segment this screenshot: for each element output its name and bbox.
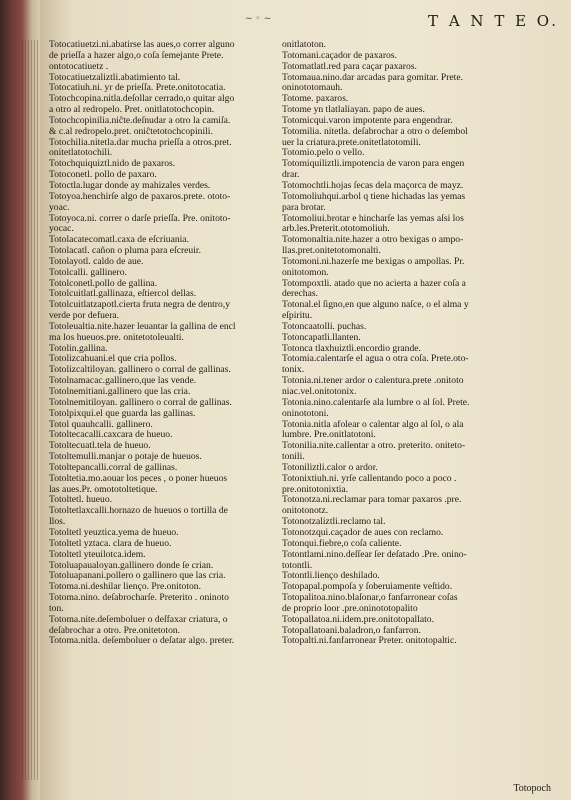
entry-line: Totochcopina.nitla.deſollar cerrado,o quitar algo — [49, 94, 235, 105]
running-header: T A N T E O. — [428, 12, 559, 30]
entry-line: Totoma.nitla. deſemboluer o deſatar algo. preter. — [49, 636, 235, 647]
entry-line: Totoluapanani.pollero o gallinero que las cria. — [49, 571, 226, 582]
entry-line: Totoltetia.mo.aouar los peces , o poner hueuos — [49, 473, 228, 484]
entry-line: deſabrochar a otro. Pre.onitetoton. — [49, 625, 181, 636]
entry-line: Totompoxtli. atado que no acierta a hazer coſa a — [282, 278, 466, 289]
entry-line: Totonia.nitla afolear o calentar algo al ſol, o ala — [282, 419, 464, 430]
entry-line: Totomoni.ni.hazerſe me bexigas o ampollas. Pr. — [282, 256, 465, 267]
entry-line: eſpiritu. — [282, 311, 313, 322]
entry-line: llas.pret.onitetotomonalti. — [282, 246, 381, 257]
entry-line: Totonqui.fiebre,o coſa caliente. — [282, 538, 402, 549]
entry-line: Totopalti.ni.fanfarronear Preter. onitotopaltic. — [282, 636, 457, 647]
entry-line: onitetlatotochili. — [49, 148, 113, 159]
entry-line: Totolizcaltiloyan. gallinero o corral de gallinas. — [49, 365, 231, 376]
entry-line: Totoma.ni.deshilar lienço. Pre.onitoton. — [49, 582, 202, 593]
entry-line: Totomaua.nino.dar arcadas para gomitar. Prete. — [282, 72, 464, 83]
entry-line: yoac. — [49, 202, 70, 213]
entry-line: onitlatoton. — [282, 40, 326, 50]
entry-line: uer la criatura.prete.onitetlatotomili. — [282, 137, 421, 148]
entry-line: Totolcuitlatzapotl.cierta fruta negra de dentro,y — [49, 300, 230, 311]
entry-line: Totonotza.ni.reclamar para tomar paxaros .pre. — [282, 495, 462, 506]
entry-line: Totome yn tlatlaliayan. papo de aues. — [282, 105, 425, 116]
entry-line: Totopalitoa.nino.blaſonar,o fanfarronear coſas — [282, 593, 458, 604]
entry-line: Totopallatoani.baladron,o fanfarron. — [282, 625, 421, 636]
ornament-mark: ~ ◦ ~ — [245, 14, 272, 24]
entry-line: onitotomon. — [282, 267, 329, 278]
entry-line: Totolizcahuani.el que cria pollos. — [49, 354, 177, 365]
entry-line: Totoncaatolli. puchas. — [282, 321, 367, 332]
entry-line: Totoltepancalli.corral de gallinas. — [49, 462, 178, 473]
entry-line: oninototomauh. — [282, 83, 343, 94]
entry-line: ma los hueuos.pre. onitetotoleualti. — [49, 332, 184, 343]
entry-line: ontotocatiuetz . — [49, 61, 109, 72]
entry-line: Totomoliuhqui.arbol q tiene hichadas las yemas — [282, 191, 466, 202]
entry-line: Totoncapatli.llanten. — [282, 332, 361, 343]
entry-line: Totoltetlaxcalli.hornazo de hueuos o tortilla de — [49, 506, 228, 517]
entry-line: Totoluapaualoyan.gallinero donde ſe crian. — [49, 560, 214, 571]
entry-line: de proprio loor .pre.oninototopalito — [282, 603, 418, 614]
entry-line: Totoltemulli.manjar o potaje de hueuos. — [49, 452, 202, 463]
entry-line: Totoltetl yztaca. clara de hueuo. — [49, 538, 172, 549]
entry-line: Totomicqui.varon impotente para engendrar. — [282, 115, 453, 126]
left-column — [49, 40, 271, 647]
entry-line: yocac. — [49, 224, 74, 235]
entry-line: Totochilia.nitetla.dar mucha prieſſa a otros.pret. — [49, 137, 232, 148]
entry-line: & c.al redropelo.pret. oniĉtetotochcopinili. — [49, 126, 213, 137]
entry-line: Totol quauhcalli. gallinero. — [49, 419, 153, 430]
entry-line: Totoltecuatl.tela de hueuo. — [49, 441, 151, 452]
entry-line: las aues.Pr. omototoltetique. — [49, 484, 158, 495]
entry-line: Totoyoa.henchirſe algo de paxaros.prete. ototo- — [49, 191, 231, 202]
entry-line: Totolayotl. caldo de aue. — [49, 256, 144, 267]
right-column — [282, 40, 520, 647]
entry-line: Totonia.ni.tener ardor o calentura.prete .onitoto — [282, 376, 464, 387]
entry-line: Totolnamacac.gallinero,que las vende. — [49, 376, 197, 387]
entry-line: Totontli.lienço deshilado. — [282, 571, 380, 582]
entry-line: verde por defuera. — [49, 311, 120, 322]
entry-line: Totomilia. nitetla. deſabrochar a otro o deſembol — [282, 126, 468, 137]
entry-line: Totochcopinilia.niĉte.deſnudar a otro la camiſa. — [49, 115, 231, 126]
entry-line: arb.les.Preterit.ototomoliuh. — [282, 224, 390, 235]
entry-line: Totolacatl. cañon o pluma para eſcreuir. — [49, 246, 201, 257]
entry-line: ton. — [49, 603, 64, 614]
entry-line: Totomonaltia.nite.hazer a otro bexigas o ampo- — [282, 235, 464, 246]
book-edge — [0, 0, 40, 800]
entry-line: Totochquiquiztl.nido de paxaros. — [49, 159, 176, 170]
entry-line: Totonixtiuh.ni. yrſe callentando poco a poco . — [282, 473, 457, 484]
entry-line: onitotonotz. — [282, 506, 329, 517]
entry-line: Totomoliui.brotar e hincharſe las yemas aſsi los — [282, 213, 464, 224]
entry-line: llos. — [49, 517, 66, 528]
entry-line: Totoctla.lugar donde ay mahizales verdes. — [49, 180, 211, 191]
entry-line: Totonotzqui.caçador de aues con reclamo. — [282, 527, 444, 538]
entry-line: Totonca tlaxhuiztli.encordio grande. — [282, 343, 421, 354]
entry-line: tonili. — [282, 452, 305, 463]
entry-line: pre.onitotonixtia. — [282, 484, 349, 495]
entry-line: Totoltetl yeuztica.yema de hueuo. — [49, 527, 179, 538]
entry-line: Totolcuitlatl.gallinaza, eſtiercol dellas. — [49, 289, 197, 300]
entry-line: Totomia.calentarſe el agua o otra coſa. Prete.oto- — [282, 354, 469, 365]
entry-line: Totopallatoa.ni.idem.pre.onitotopallato. — [282, 614, 434, 625]
entry-line: Totonotzaliztli.reclamo tal. — [282, 517, 386, 528]
entry-line: Totocatiuetzi.ni.abatirse las aues,o correr alguno — [49, 40, 235, 50]
entry-line: totontli. — [282, 560, 313, 571]
entry-line: Totomochtli.hojas ſecas dela maçorca de mayz. — [282, 180, 464, 191]
entry-line: Totoniliztli.calor o ardor. — [282, 462, 378, 473]
entry-line: Totomiquiliztli.impotencia de varon para engen — [282, 159, 465, 170]
entry-line: Totolnemitiani.gallinero que las cria. — [49, 387, 191, 397]
entry-line: Totolacatecomatl.caxa de eſcriuania. — [49, 235, 189, 246]
entry-line: Totonia.nino.calentarſe ala lumbre o al ſol. Prete. — [282, 397, 470, 408]
entry-line: Totocatiuetzaliztli.abatimiento tal. — [49, 72, 181, 83]
entry-line: Totome. paxaros. — [282, 94, 349, 105]
entry-line: Totomatlatl.red para caçar paxaros. — [282, 61, 417, 72]
entry-line: niac.vel.onitotonix. — [282, 387, 357, 397]
entry-line: Totomio.pelo o vello. — [282, 148, 365, 159]
entry-line: Totomani.caçador de paxaros. — [282, 50, 397, 61]
entry-line: Totolnemitiloyan. gallinero o corral de gallinas. — [49, 397, 232, 408]
entry-line: Totonal.el ſigno,en que alguno naſce, o el alma y — [282, 300, 469, 311]
entry-line: lumbre. Pre.onitlatotoni. — [282, 430, 376, 441]
entry-line: drar. — [282, 170, 300, 181]
entry-line: Totoltetl yteuilotca.idem. — [49, 549, 146, 560]
entry-line: Totoma.nite.deſemboluer o deſfaxar criatura, o — [49, 614, 228, 625]
entry-line: Totonilia.nite.callentar a otro. preterito. oniteto- — [282, 441, 466, 452]
entry-line: Totoconetl. pollo de paxaro. — [49, 170, 157, 181]
entry-line: Totolconetl.pollo de gallina. — [49, 278, 158, 289]
entry-line: oninototoni. — [282, 408, 329, 419]
entry-line: Totoleualtia.nite.hazer leuantar la gallina de encl — [49, 321, 236, 332]
entry-line: Totolcalli. gallinero. — [49, 267, 127, 278]
entry-line: para brotar. — [282, 202, 326, 213]
entry-line: Totoma.nino. deſabrocharſe. Preterito . oninoto — [49, 593, 229, 604]
page-stack-lines — [22, 40, 40, 780]
entry-line: Totolin.gallina. — [49, 343, 108, 354]
entry-line: tonix. — [282, 365, 305, 376]
entry-line: Totopapal.pompoſa y ſoberuiamente veſtido. — [282, 582, 453, 593]
entry-line: derechas. — [282, 289, 318, 300]
entry-line: Totoltetl. hueuo. — [49, 495, 113, 506]
entry-line: Totocatiuh.ni. yr de prieſſa. Prete.onitotocatia. — [49, 83, 226, 94]
entry-line: a otro al redropelo. Pret. onitlatotochcopin. — [49, 105, 215, 116]
catchword: Totopoch — [513, 783, 551, 794]
entry-line: Totoyoca.ni. correr o darſe prieſſa. Pre. onitoto- — [49, 213, 231, 224]
entry-line: Totolpixqui.el que guarda las gallinas. — [49, 408, 196, 419]
entry-line: de prieſſa a hazer algo,o coſa ſemejante Prete. — [49, 50, 224, 61]
entry-line: Totoltecacalli.caxcara de hueuo. — [49, 430, 173, 441]
entry-line: Totontlami.nino.deſſear ſer deſatado .Pre. onino- — [282, 549, 467, 560]
